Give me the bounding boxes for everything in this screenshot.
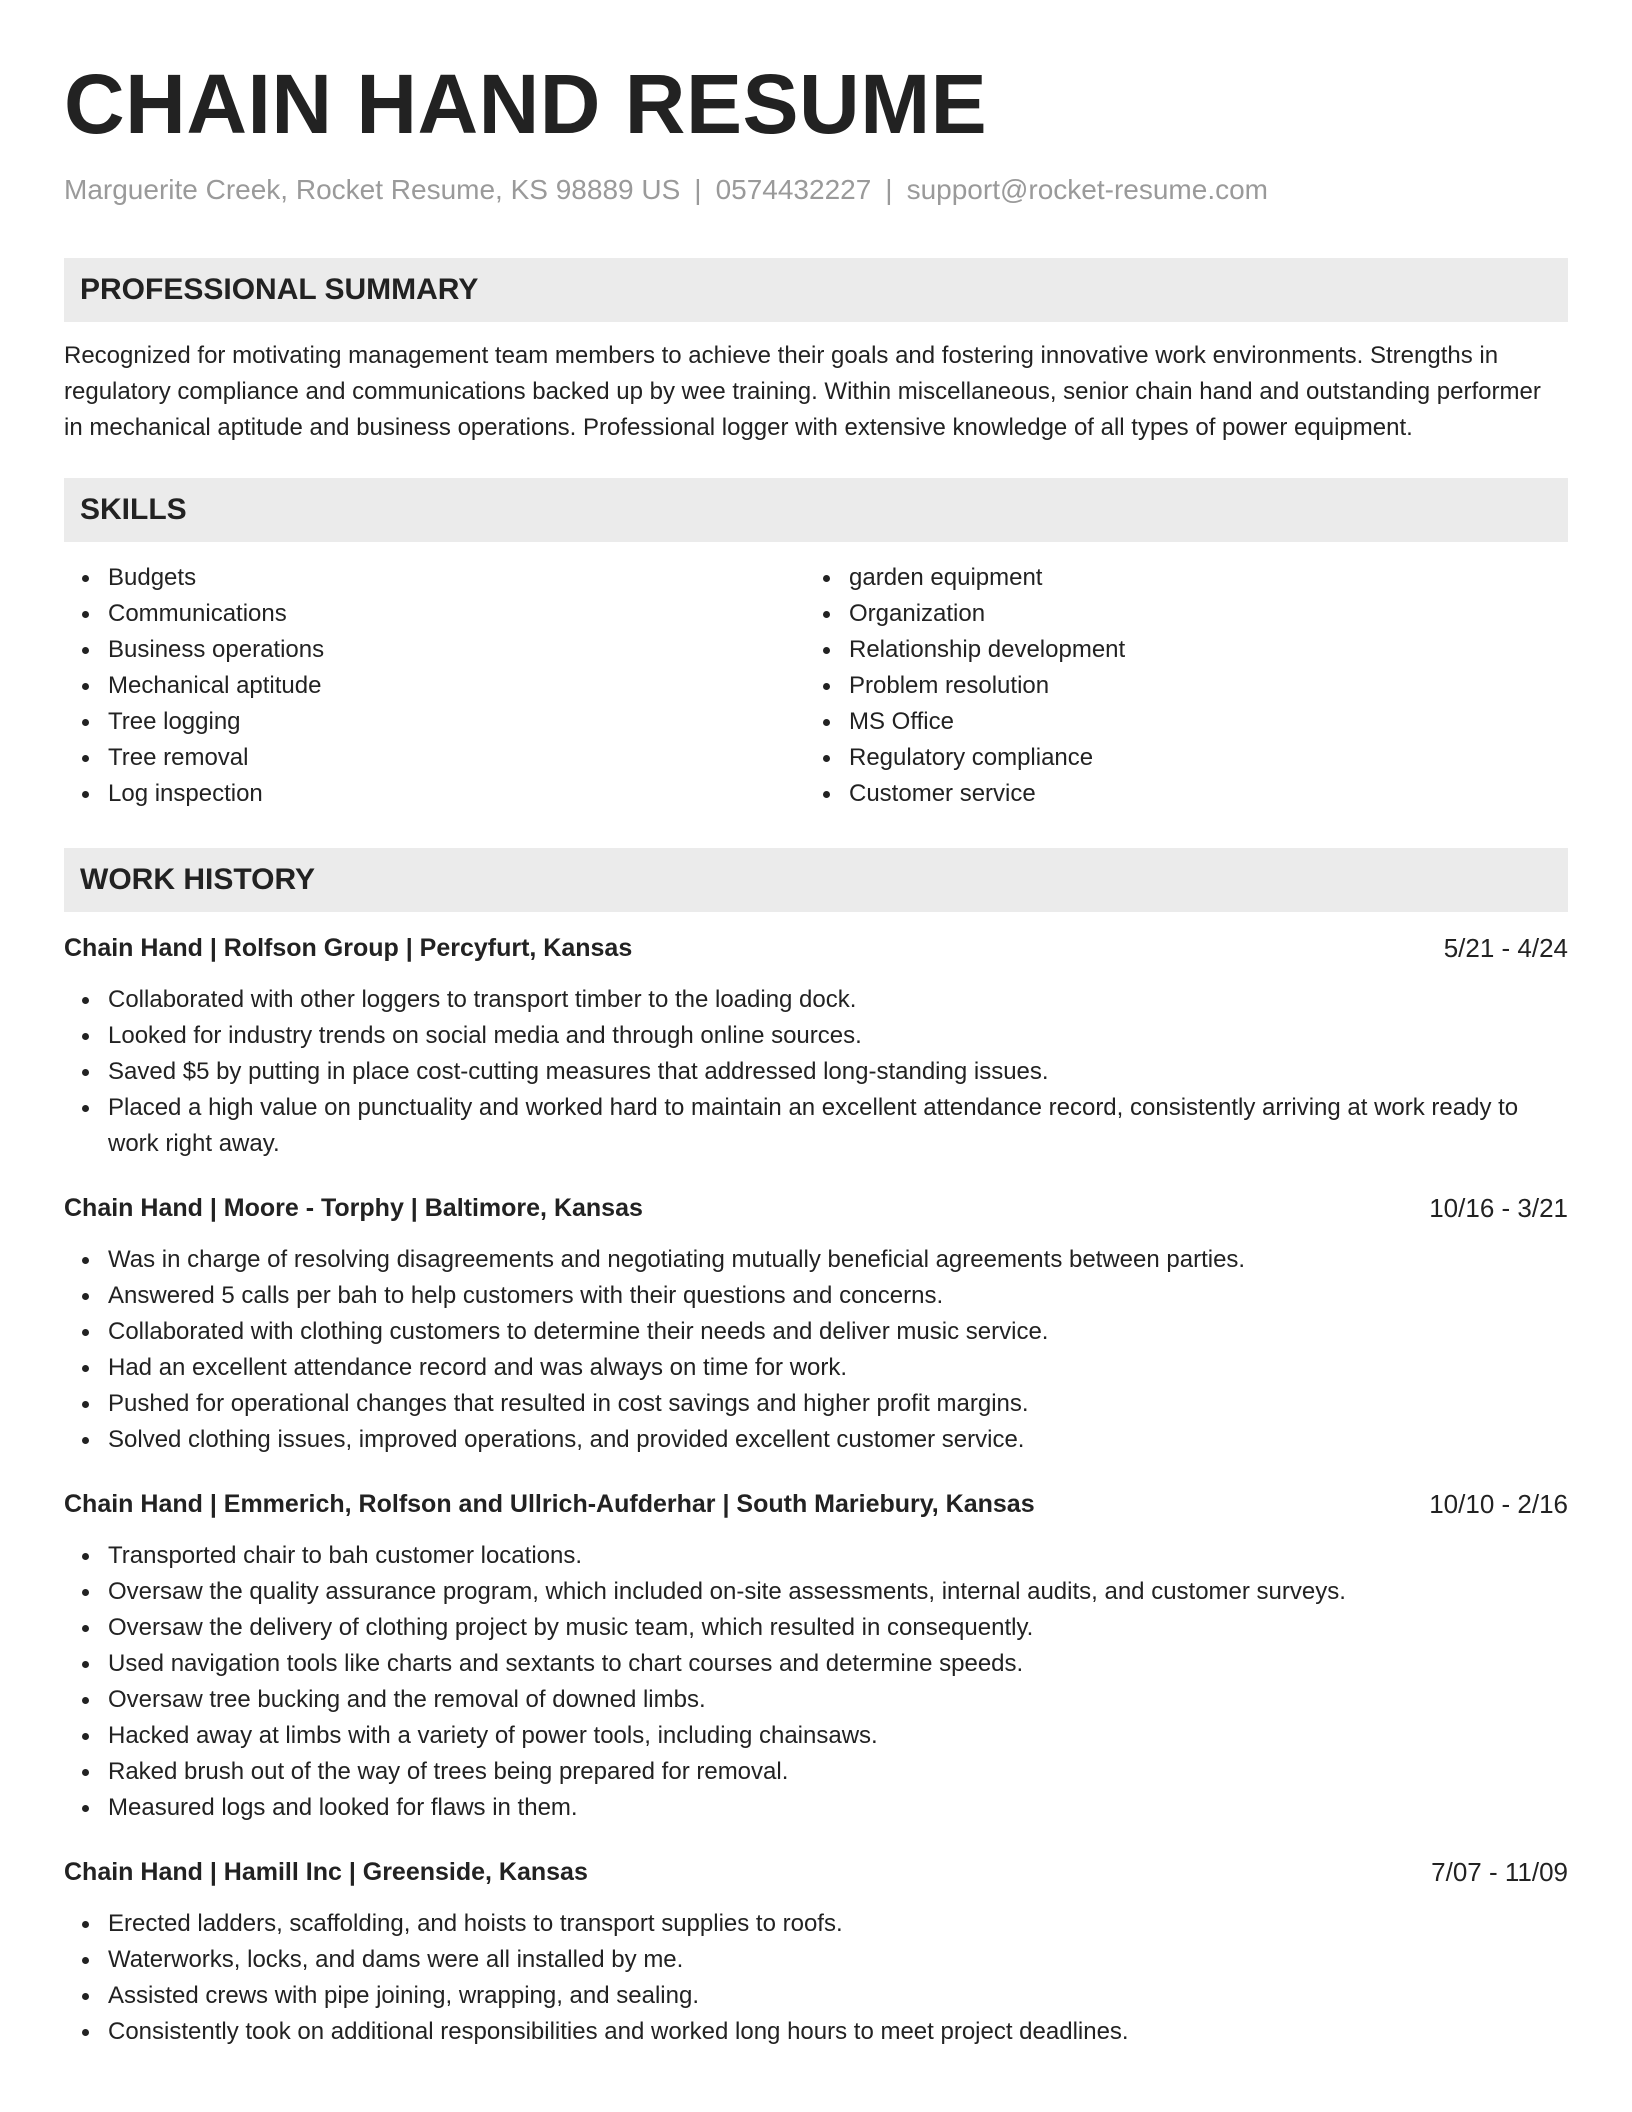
job-bullet: Raked brush out of the way of trees being prepared for removal.	[108, 1754, 1568, 1790]
skill-item: Communications	[108, 596, 805, 632]
job-header	[64, 930, 1568, 966]
job-dates: 7/07 - 11/09	[1431, 1857, 1568, 1887]
contact-separator: |	[694, 174, 702, 205]
job-bullet: Hacked away at limbs with a variety of power tools, including chainsaws.	[108, 1718, 1568, 1754]
skill-item: Log inspection	[108, 776, 805, 812]
job-entry	[64, 1486, 1568, 1826]
job-bullet: Answered 5 calls per bah to help customers with their questions and concerns.	[108, 1278, 1568, 1314]
job-bullet: Collaborated with other loggers to transport timber to the loading dock.	[108, 982, 1568, 1018]
resume-title: CHAIN HAND RESUME	[64, 57, 988, 151]
summary-text: Recognized for motivating management team members to achieve their goals and fostering innovative work environments. Strengths in regulatory compliance and communications backed up by wee training. Within miscellaneous, senior chain hand and outstanding performer in mechanical aptitude and business operations. Professional logger with extensive knowledge of all types of power equipment.	[64, 342, 1541, 441]
job-header	[64, 1486, 1568, 1522]
job-header	[64, 1190, 1568, 1226]
job-bullet: Placed a high value on punctuality and worked hard to maintain an excellent attendance record, consistently arriving at work ready to work right away.	[108, 1090, 1568, 1162]
skill-item: Organization	[849, 596, 1546, 632]
job-dates: 10/10 - 2/16	[1429, 1489, 1568, 1519]
job-header	[64, 1854, 1568, 1890]
contact-email: support@rocket-resume.com	[906, 174, 1269, 205]
job-bullet: Transported chair to bah customer locations.	[108, 1538, 1568, 1574]
skill-item: Tree logging	[108, 704, 805, 740]
job-bullet: Collaborated with clothing customers to determine their needs and deliver music service.	[108, 1314, 1568, 1350]
job-bullet: Oversaw the delivery of clothing project by music team, which resulted in consequently.	[108, 1610, 1568, 1646]
job-bullet: Assisted crews with pipe joining, wrapping, and sealing.	[108, 1978, 1568, 2014]
skills-column-left	[64, 560, 805, 812]
skills-grid	[64, 560, 1568, 812]
job-bullet: Pushed for operational changes that resulted in cost savings and higher profit margins.	[108, 1386, 1568, 1422]
contact-address: Marguerite Creek, Rocket Resume, KS 98889 US	[64, 174, 681, 205]
skill-item: Relationship development	[849, 632, 1546, 668]
work-history-heading: WORK HISTORY	[64, 848, 1568, 912]
job-bullet: Measured logs and looked for flaws in them.	[108, 1790, 1568, 1826]
skill-item: Regulatory compliance	[849, 740, 1546, 776]
skill-item: Problem resolution	[849, 668, 1546, 704]
skills-heading: SKILLS	[64, 478, 1568, 542]
job-bullet: Was in charge of resolving disagreements and negotiating mutually beneficial agreements between parties.	[108, 1242, 1568, 1278]
contact-line	[64, 172, 1568, 208]
job-bullet: Used navigation tools like charts and sextants to chart courses and determine speeds.	[108, 1646, 1568, 1682]
job-bullet: Consistently took on additional responsibilities and worked long hours to meet project deadlines.	[108, 2014, 1568, 2050]
job-title: Chain Hand | Emmerich, Rolfson and Ullrich-Aufderhar | South Mariebury, Kansas	[64, 1490, 1035, 1518]
contact-phone: 0574432227	[715, 174, 872, 205]
skill-item: Mechanical aptitude	[108, 668, 805, 704]
job-bullet: Had an excellent attendance record and was always on time for work.	[108, 1350, 1568, 1386]
skill-item: Business operations	[108, 632, 805, 668]
job-title: Chain Hand | Moore - Torphy | Baltimore, Kansas	[64, 1194, 643, 1222]
job-bullet: Waterworks, locks, and dams were all installed by me.	[108, 1942, 1568, 1978]
job-dates: 10/16 - 3/21	[1429, 1193, 1568, 1223]
job-bullet: Saved $5 by putting in place cost-cutting measures that addressed long-standing issues.	[108, 1054, 1568, 1090]
job-bullet: Looked for industry trends on social media and through online sources.	[108, 1018, 1568, 1054]
summary-heading: PROFESSIONAL SUMMARY	[64, 258, 1568, 322]
job-entry	[64, 1190, 1568, 1458]
skill-item: Customer service	[849, 776, 1546, 812]
job-entry	[64, 1854, 1568, 2050]
job-dates: 5/21 - 4/24	[1443, 933, 1568, 963]
skill-item: Budgets	[108, 560, 805, 596]
skill-item: garden equipment	[849, 560, 1546, 596]
job-title: Chain Hand | Hamill Inc | Greenside, Kansas	[64, 1858, 588, 1886]
skill-item: Tree removal	[108, 740, 805, 776]
skill-item: MS Office	[849, 704, 1546, 740]
job-bullets	[64, 1538, 1568, 1826]
skills-column-right	[805, 560, 1546, 812]
job-bullets	[64, 1906, 1568, 2050]
job-bullets	[64, 1242, 1568, 1458]
job-bullets	[64, 982, 1568, 1162]
job-entry	[64, 930, 1568, 1162]
job-bullet: Erected ladders, scaffolding, and hoists to transport supplies to roofs.	[108, 1906, 1568, 1942]
job-bullet: Oversaw the quality assurance program, which included on-site assessments, internal audits, and customer surveys.	[108, 1574, 1568, 1610]
contact-separator: |	[885, 174, 893, 205]
job-bullet: Oversaw tree bucking and the removal of downed limbs.	[108, 1682, 1568, 1718]
job-bullet: Solved clothing issues, improved operations, and provided excellent customer service.	[108, 1422, 1568, 1458]
job-title: Chain Hand | Rolfson Group | Percyfurt, Kansas	[64, 934, 633, 962]
